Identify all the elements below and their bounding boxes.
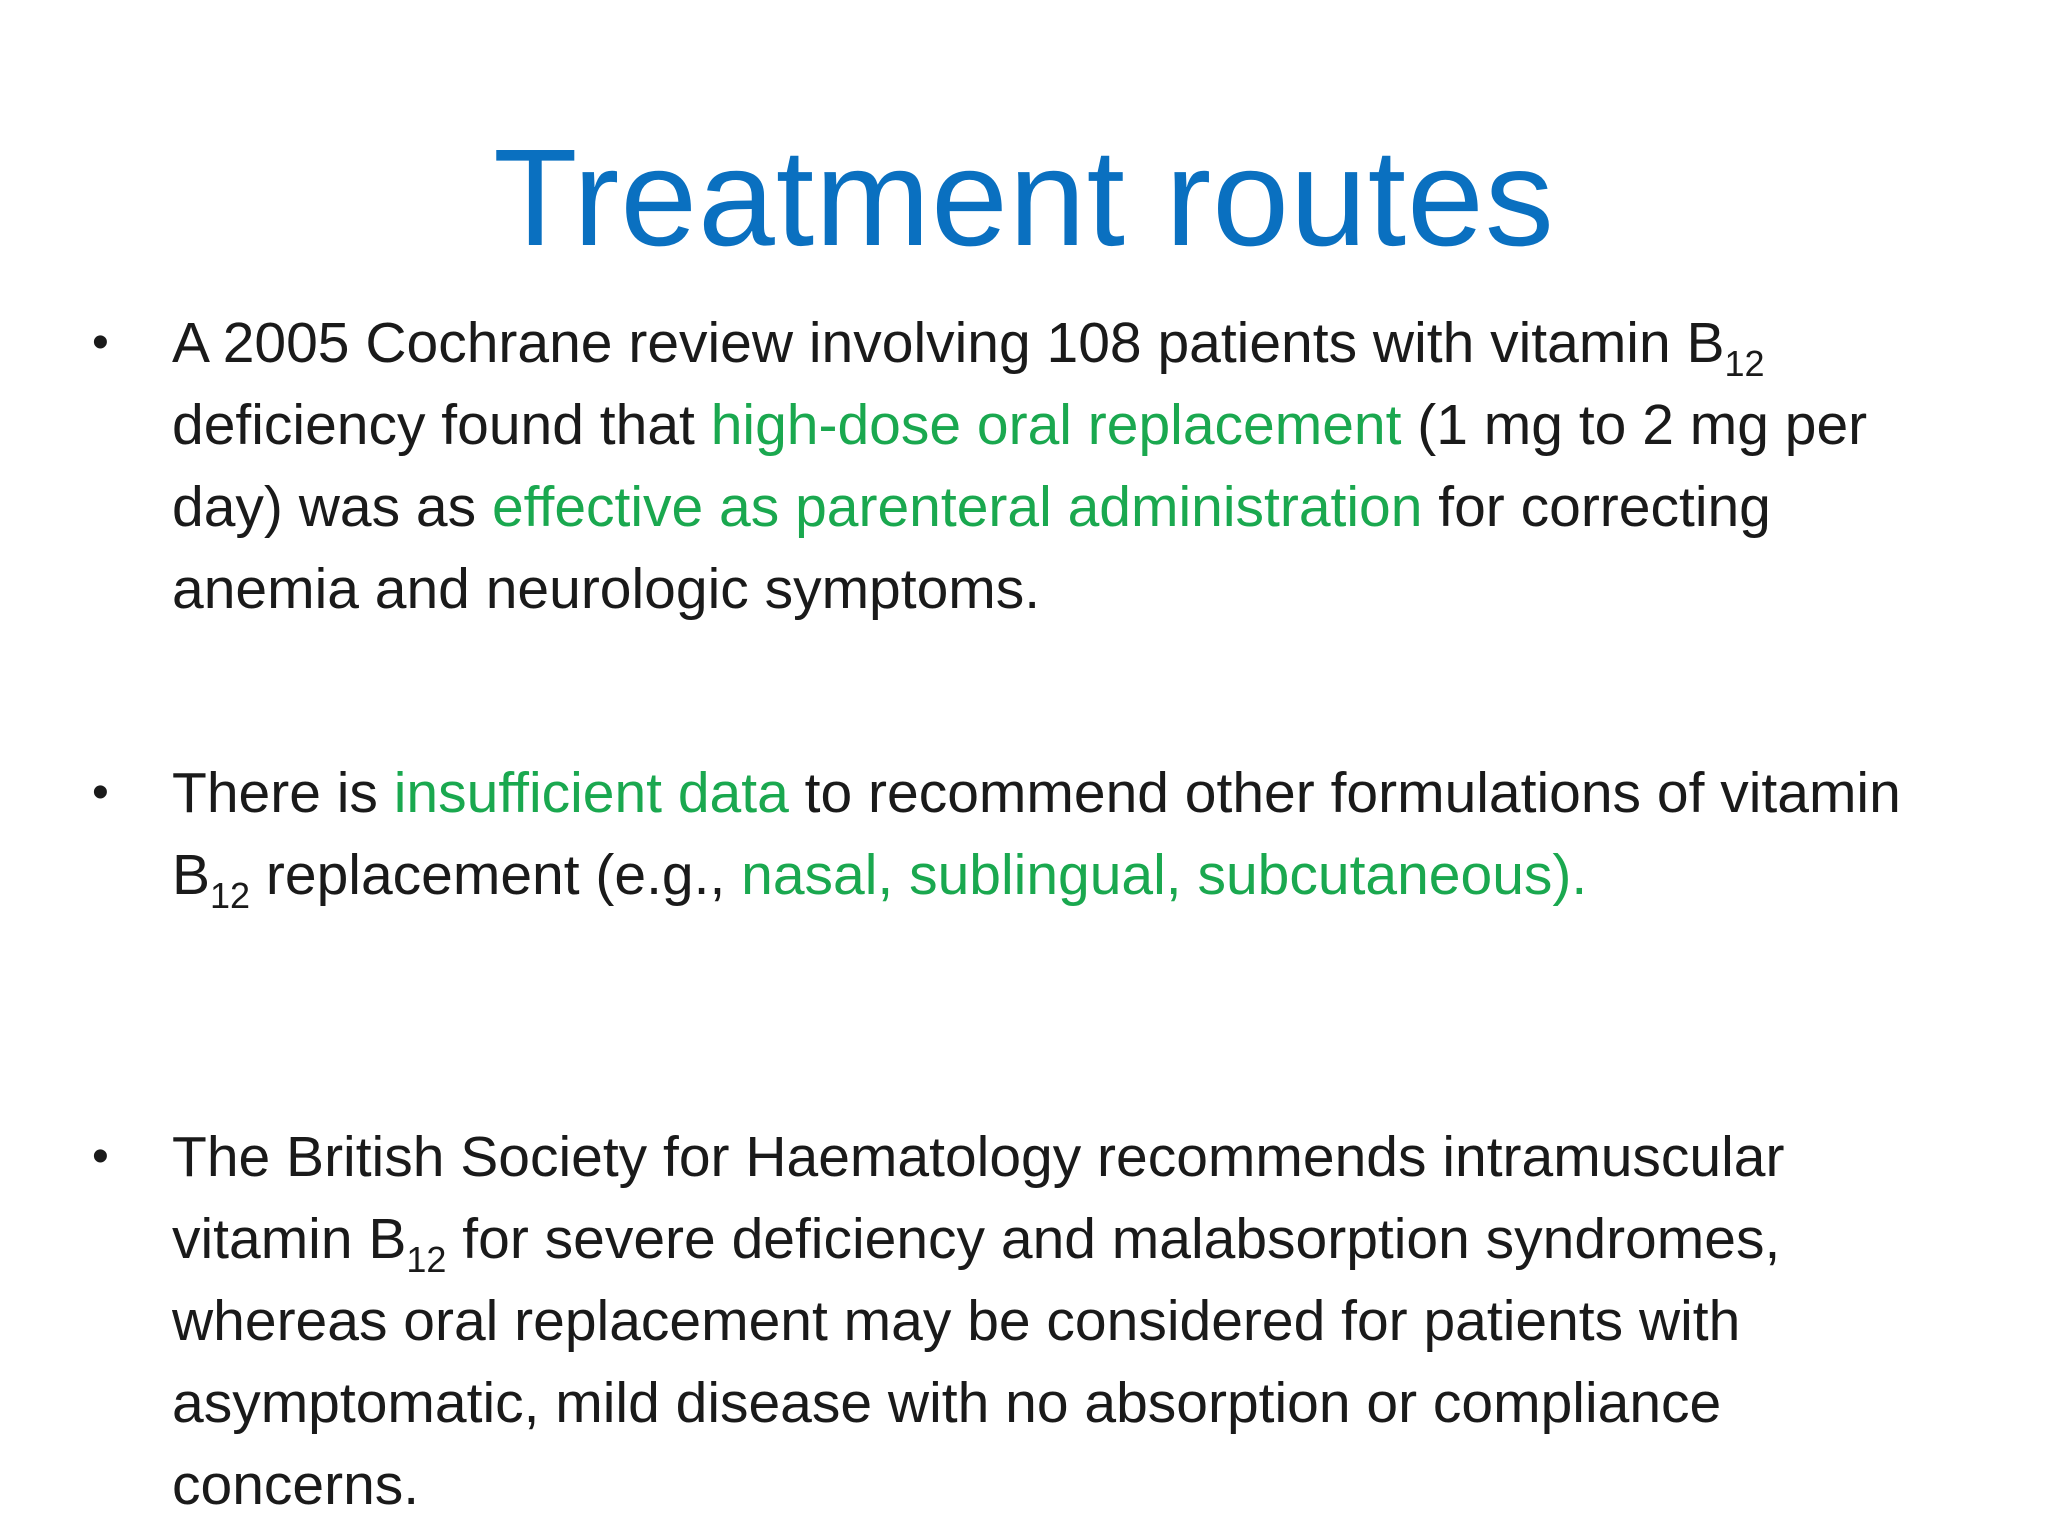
text-run: deficiency found that [172, 393, 711, 457]
highlighted-text: insufficient data [393, 761, 789, 825]
text-run: for severe deficiency and malabsorption syndromes, whereas oral replacement may be considered for patients with asymptomatic, mild disease with no absorption or compliance concerns. [172, 1207, 1781, 1517]
bullet-dot-icon: • [92, 316, 109, 369]
bullet-dot-icon: • [92, 766, 109, 819]
highlighted-text: nasal, sublingual, subcutaneous). [741, 843, 1588, 907]
text-run: replacement (e.g., [250, 843, 742, 907]
text-run: There is [172, 761, 394, 825]
subscript: 12 [210, 875, 251, 916]
text-run: to recommend other formulations of vitamin B [172, 761, 1901, 907]
highlighted-text: high-dose oral replacement [710, 393, 1402, 457]
bullet-text [172, 302, 1942, 630]
bullet-dot-icon: • [92, 1130, 109, 1183]
bullet-text [172, 1116, 1942, 1526]
text-run: A 2005 Cochrane review involving 108 patients with vitamin B [172, 311, 1725, 375]
subscript: 12 [1724, 343, 1765, 384]
subscript: 12 [406, 1239, 447, 1280]
text-run: The British Society for Haematology recommends intramuscular vitamin B [172, 1125, 1785, 1271]
highlighted-text: effective as parenteral administration [491, 475, 1423, 539]
text-run: (1 mg to 2 mg per day) was as [172, 393, 1868, 539]
text-run: for correcting anemia and neurologic symptoms. [172, 475, 1771, 621]
bullet-text [172, 752, 1942, 916]
slide-title: Treatment routes [493, 121, 1555, 275]
